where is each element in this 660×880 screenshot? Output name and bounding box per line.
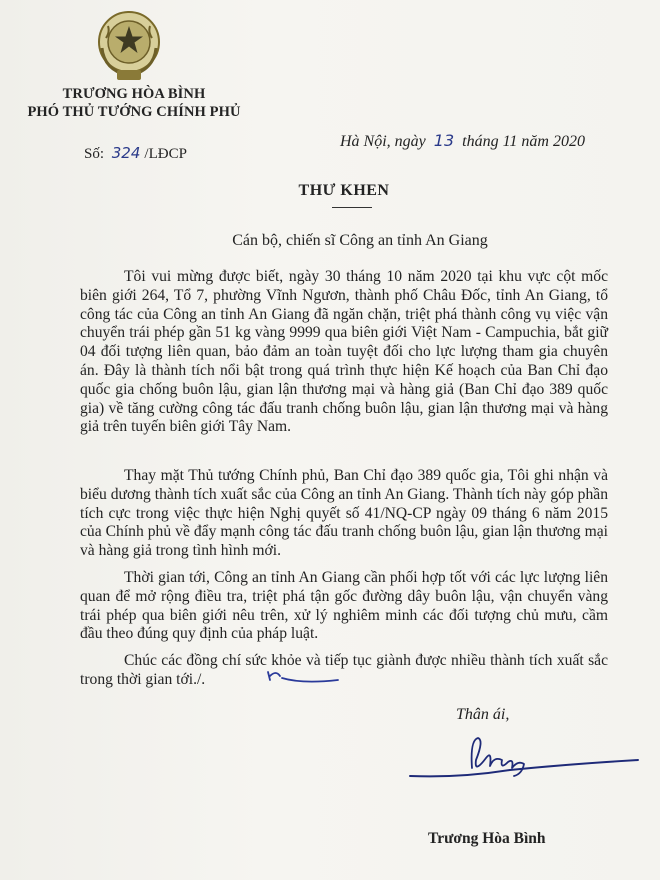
body-paragraph-3: Thời gian tới, Công an tỉnh An Giang cần phối hợp tốt với các lực lượng liên quan để mở rộng điều tra, triệt phá tận gốc đường dây buôn lậu, vận chuyển vàng trái phép qua biên giới nêu trên, xử lý nghiêm minh các đối tượng chủ mưu, cầm đầu theo đúng quy định của pháp luật.	[80, 569, 608, 643]
issuer-title: PHÓ THỦ TƯỚNG CHÍNH PHỦ	[27, 104, 241, 120]
signer-name: Trương Hòa Bình	[428, 830, 546, 847]
body-paragraph-2: Thay mặt Thủ tướng Chính phủ, Ban Chỉ đạo 389 quốc gia, Tôi ghi nhận và biểu dương thành tích xuất sắc của Công an tỉnh An Giang. Thành tích này góp phần tích cực trong việc thực hiện Nghị quyết số 41/NQ-CP ngày 09 tháng 6 năm 2015 của Chính phủ về đẩy mạnh công tác đấu tranh chống buôn lậu, gian lận thương mại và hàng giả trong tình hình mới.	[80, 467, 608, 560]
issuer-name: TRƯƠNG HÒA BÌNH	[62, 86, 206, 102]
date-day-handwritten: 13	[433, 131, 455, 150]
date-suffix: tháng 11 năm 2020	[462, 133, 585, 150]
document-number-suffix: /LĐCP	[144, 146, 187, 162]
closing-salutation: Thân ái,	[456, 706, 510, 723]
title-underline	[332, 207, 372, 208]
handwritten-signature	[390, 730, 650, 820]
document-number-handwritten: 324	[111, 144, 141, 162]
body-paragraph-1: Tôi vui mừng được biết, ngày 30 tháng 10 năm 2020 tại khu vực cột mốc biên giới 264, Tổ 7, phường Vĩnh Ngươn, thành phố Châu Đốc, tỉnh An Giang, tổ công tác của Công an tỉnh An Giang đã ngăn chặn, triệt phá thành công vụ việc vận chuyển trái phép gần 51 kg vàng 9999 qua biên giới Việt Nam - Campuchia, bắt giữ 04 đối tượng liên quan, bảo đảm an toàn tuyệt đối cho lực lượng tham gia chuyên án. Đây là thành tích nổi bật trong quá trình thực hiện Kế hoạch của Ban Chỉ đạo quốc gia chống buôn lậu, gian lận thương mại và hàng giả (Ban Chỉ đạo 389 quốc gia) về tăng cường công tác đấu tranh chống buôn lậu, gian lận thương mại và hàng giả trên tuyến biên giới Tây Nam.	[80, 268, 608, 436]
handwritten-mark	[262, 664, 342, 688]
document-number-prefix: Số:	[84, 146, 105, 162]
document-title: THƯ KHEN	[298, 182, 390, 199]
body-paragraph-4: Chúc các đồng chí sức khỏe và tiếp tục giành được nhiều thành tích xuất sắc trong thời gian tới./.	[80, 652, 608, 688]
place-date	[340, 131, 585, 151]
national-emblem-icon	[92, 8, 166, 86]
date-prefix: Hà Nội, ngày	[340, 133, 426, 150]
recipient-line: Cán bộ, chiến sĩ Công an tỉnh An Giang	[232, 232, 488, 249]
document-number	[84, 144, 187, 163]
